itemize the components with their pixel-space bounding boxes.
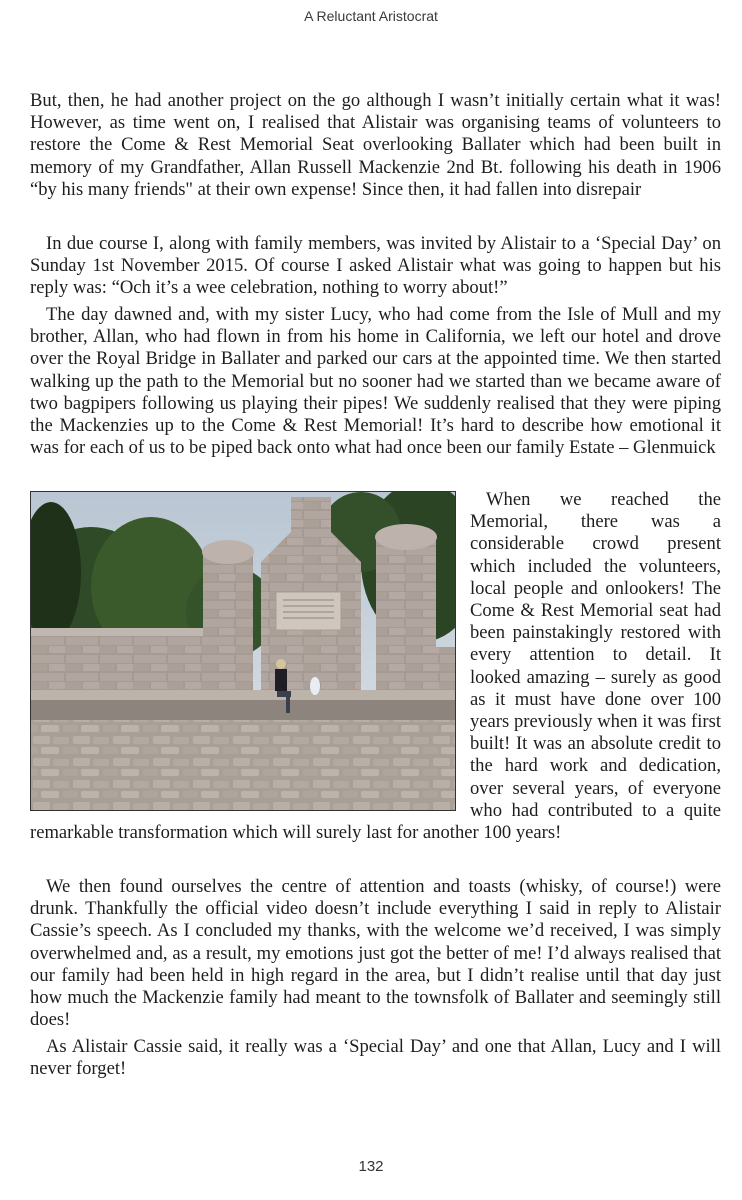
paragraph-3 — [30, 304, 721, 459]
paragraph-4-text: When we reached the Memorial, there was a considerable crowd present which included the volunteers, local people and onlookers! The Come & Rest Memorial seat had been painstakingly restored with every attention to detail. It looked amazing – surely as good as it must have done over 100 years previously when it was first built! It was an absolute credit to the hard work and dedication, over several years, of everyone who had contributed to a quite remarkable transformation which will surely last for another 100 years! — [30, 489, 721, 844]
paragraph-2-text: In due course I, along with family members, was invited by Alistair to a ‘Special Day’ on Sunday 1st November 2015. Of course I asked Alistair what was going to happen but his reply was: “Och it’s a wee celebration, nothing to worry about!” — [30, 233, 721, 299]
running-title: A Reluctant Aristocrat — [304, 8, 438, 24]
page-number: 132 — [358, 1158, 384, 1175]
memorial-photo-image — [31, 492, 455, 810]
paragraph-5-text: We then found ourselves the centre of attention and toasts (whisky, of course!) were drunk. Thankfully the official video doesn’t include everything I said in reply to Alistair Cassie’s speech. As I concluded my thanks, with the welcome we’d received, I was simply overwhelmed and, as a result, my emotions just got the better of me! I’d always realised that our family had been held in high regard in the area, but I didn’t realise until that day just how much the Mackenzie family had meant to the townsfolk of Ballater and seemingly still does! — [30, 876, 721, 1031]
paragraph-6 — [30, 1036, 721, 1080]
paragraph-5 — [30, 876, 721, 1031]
paragraph-4-with-photo — [30, 489, 721, 844]
paragraph-1 — [30, 90, 721, 201]
paragraph-1-text: But, then, he had another project on the go although I wasn’t initially certain what it was! However, as time went on, I realised that Alistair was organising teams of volunteers to restore the Come & Rest Memorial Seat overlooking Ballater which had been built in memory of my Grandfather, Allan Russell Mackenzie 2nd Bt. following his death in 1906 “by his many friends" at their own expense! Since then, it had fallen into disrepair — [30, 90, 721, 200]
paragraph-2 — [30, 233, 721, 300]
paragraph-3-text: The day dawned and, with my sister Lucy, who had come from the Isle of Mull and my brother, Allan, who had flown in from his home in California, we left our hotel and drove over the Royal Bridge in Ballater and parked our cars at the appointed time. We then started walking up the path to the Memorial but no sooner had we started than we became aware of two bagpipers following us playing their pipes! We suddenly realised that they were piping the Mackenzies up to the Come & Rest Memorial! It’s hard to describe how emotional it was for each of us to be piped back onto what had once been our family Estate – Glenmuick — [30, 304, 721, 459]
paragraph-6-text: As Alistair Cassie said, it really was a ‘Special Day’ and one that Allan, Lucy and I will never forget! — [30, 1036, 721, 1080]
memorial-photo — [30, 491, 456, 811]
